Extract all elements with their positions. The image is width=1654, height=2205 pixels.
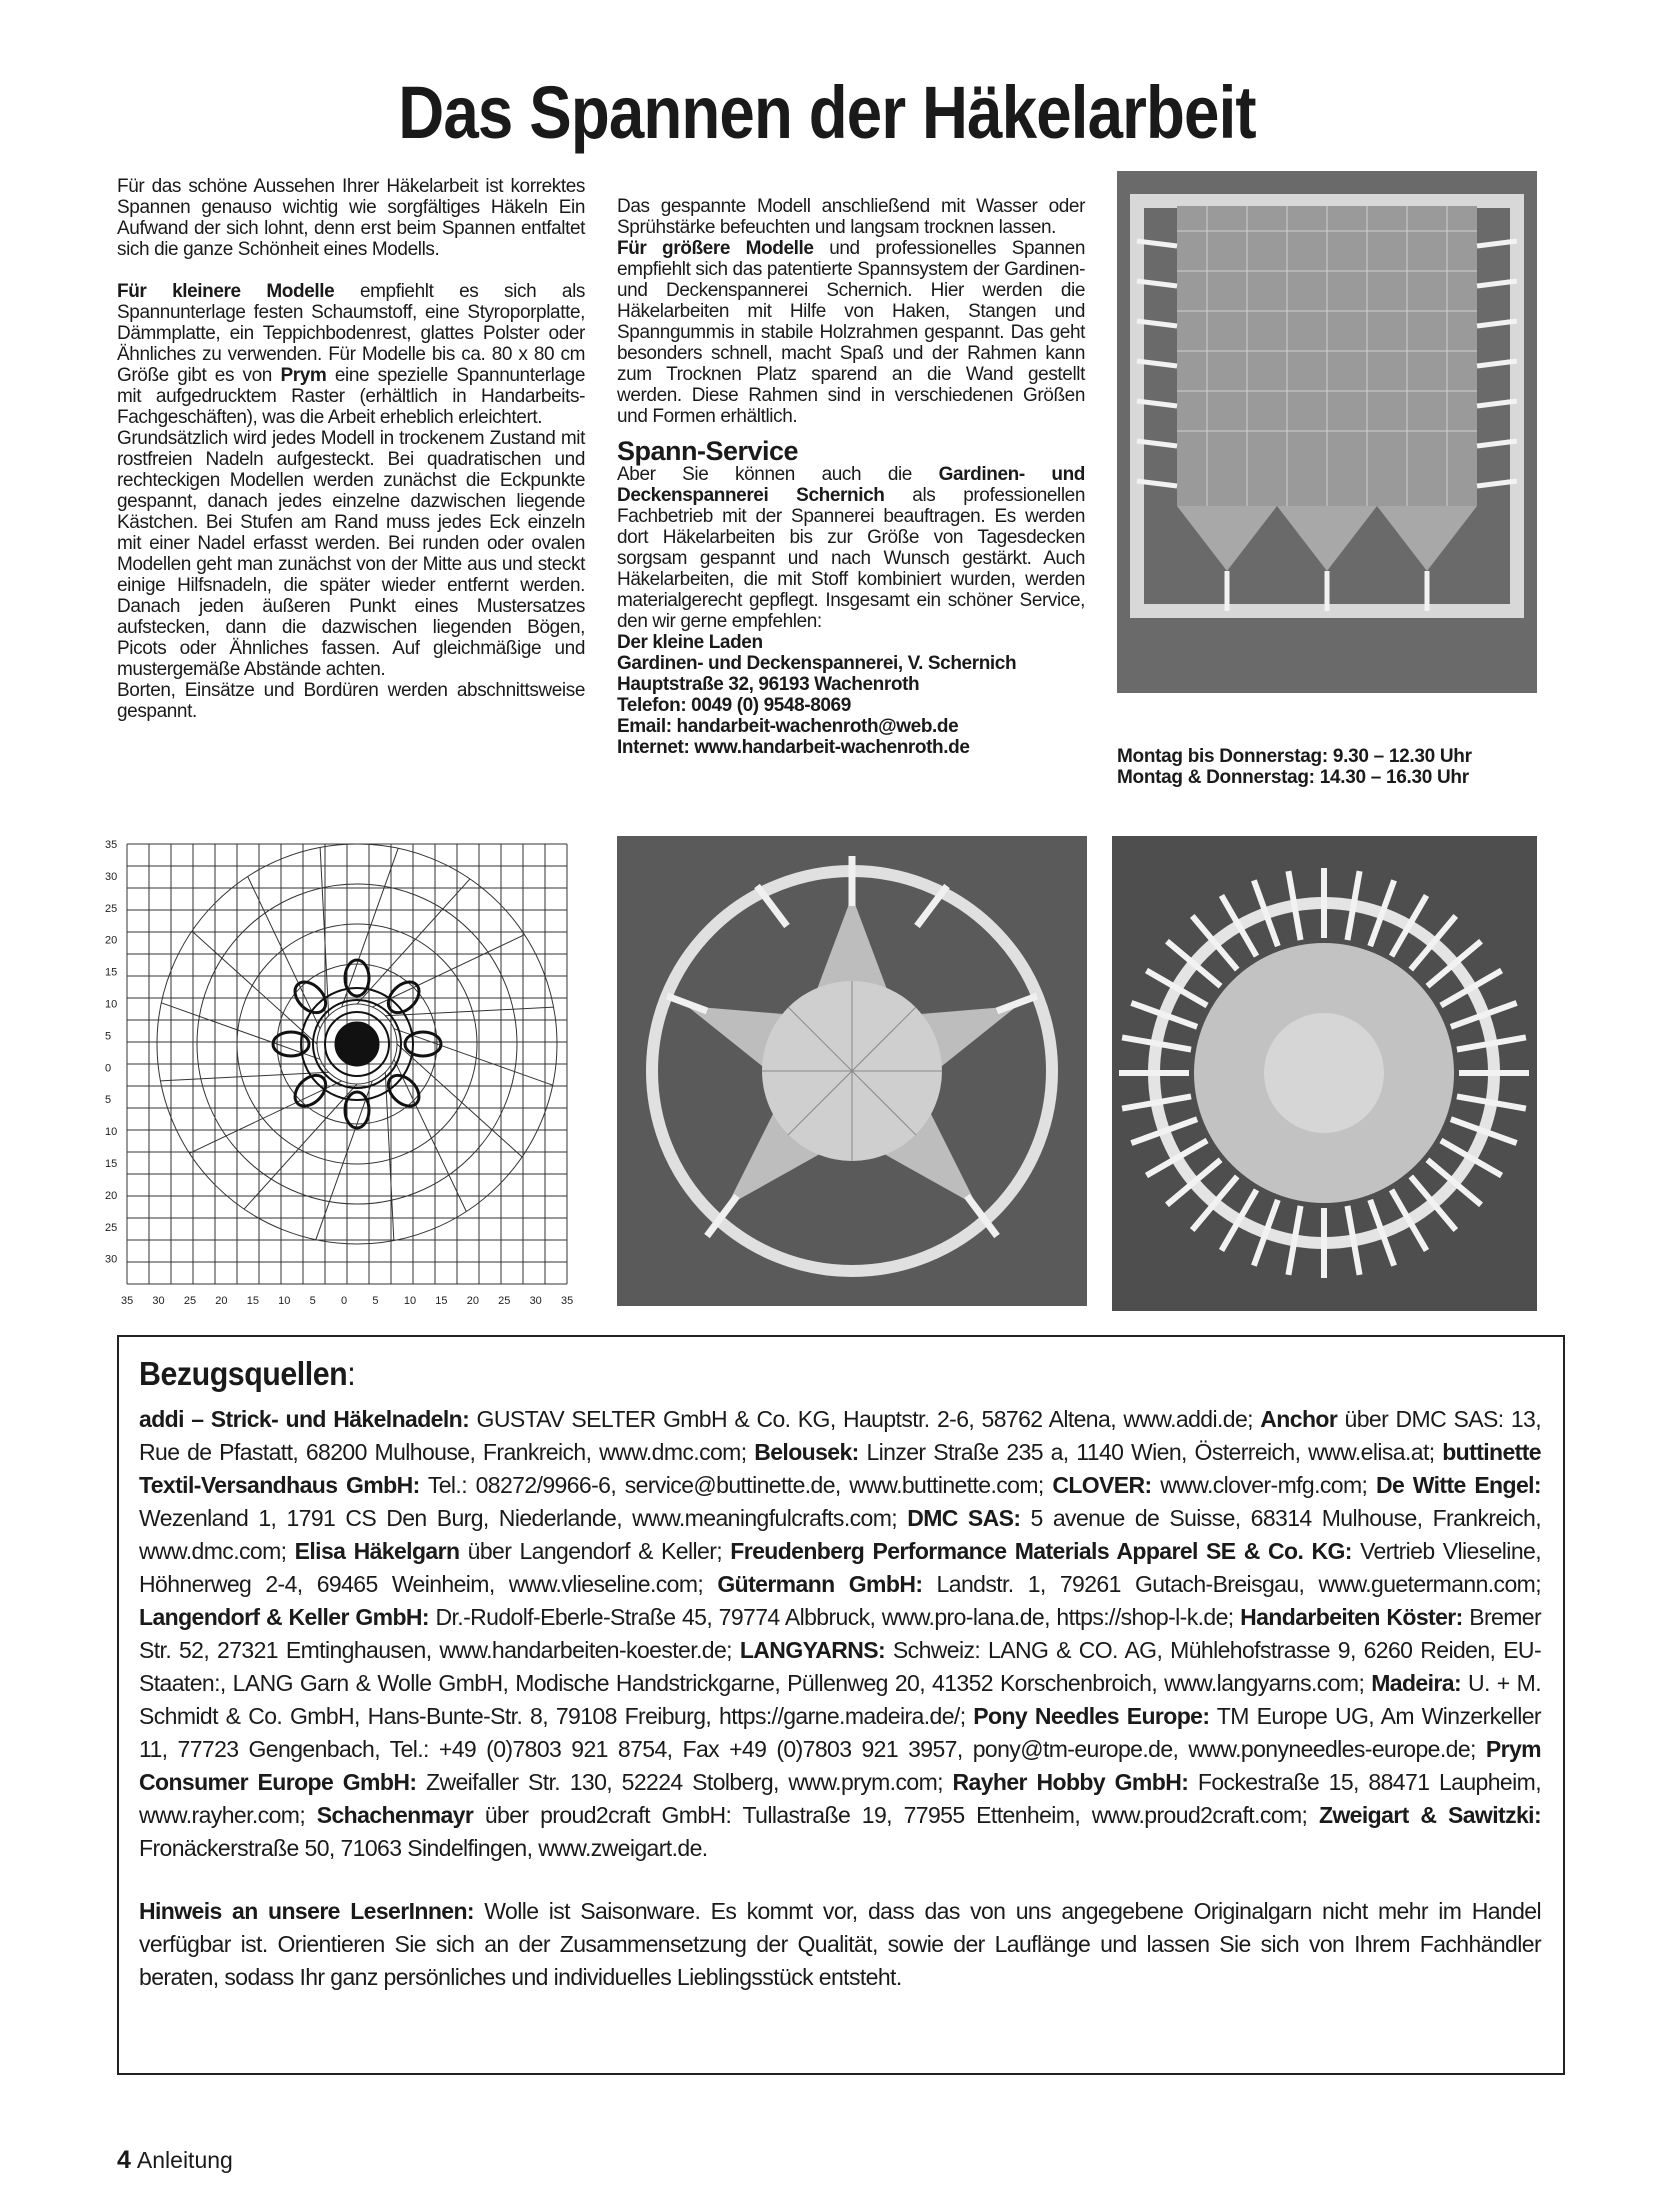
large-models-paragraph [617,238,1085,427]
x-tick-label: 20 [466,1295,479,1307]
source-details: U. + M. Schmidt & Co. GmbH, Hans-Bunte-Str. 8, 79108 Freiburg, https://garne.madeira.de/; [139,1670,1541,1729]
x-tick-label: 25 [183,1295,197,1307]
source-details: Zweifaller Str. 130, 52224 Stolberg, www.prym.com; [416,1769,953,1795]
source-name: DMC SAS: [907,1505,1021,1531]
source-name: Pony Needles Europe: [973,1703,1210,1729]
pinning-paragraph: Grundsätzlich wird jedes Modell in trockenem Zustand mit rostfreien Nadeln aufgesteckt. Bei quadratischen und rechteckigen Modellen werden zunächst die Eckpunkte gespannt, danach jedes einzelne dazwischen liegende Kästchen. Bei Stufen am Rand muss jedes Eck einzeln mit einer Nadel erfasst werden. Bei runden oder ovalen Modellen geht man zunächst von der Mitte aus und steckt einige Hilfsnadeln, die später wieder entfernt werden. Danach jeden äußeren Punkt eines Mustersatzes aufstecken, dann die dazwischen liegenden Bögen, Picots oder Ähnliches fassen. Auf gleichmäßige und mustergemäße Abstände achten. [117,428,585,680]
source-details: Wezenland 1, 1791 CS Den Burg, Niederlande, www.meaningfulcrafts.com; [139,1505,908,1531]
contact-line: Gardinen- und Deckenspannerei, V. Schernich [617,653,1017,674]
source-details: TM Europe UG, Am Winzerkeller 11, 77723 Gengenbach, Tel.: +49 (0)7803 921 8754, Fax +49 (0)7803 921 3957, pony@tm-europe.de, www.ponyneedles-europe.de; [139,1703,1541,1762]
opening-hours [1117,746,1537,788]
source-name: Langendorf & Keller GmbH: [139,1604,429,1630]
photo-star-doily [617,836,1087,1306]
sources-box [117,1335,1565,2075]
x-tick-label: 30 [529,1295,542,1307]
x-tick-label: 10 [278,1295,291,1307]
y-tick-label: 25 [105,902,118,915]
source-name: CLOVER: [1052,1472,1152,1498]
service-paragraph [617,464,1085,632]
hours-line: Montag bis Donnerstag: 9.30 – 12.30 Uhr [1117,746,1472,767]
x-tick-label: 30 [152,1295,165,1307]
source-details: www.clover-mfg.com; [1151,1472,1376,1498]
source-details: über proud2craft GmbH: Tullastraße 19, 77955 Ettenheim, www.proud2craft.com; [473,1802,1319,1828]
borders-paragraph: Borten, Einsätze und Bordüren werden abschnittsweise gespannt. [117,680,585,722]
source-details: Linzer Straße 235 a, 1140 Wien, Österreich, www.elisa.at; [858,1439,1443,1465]
source-details: über DMC SAS: 13, Rue de Pfastatt, 68200 Mulhouse, Frankreich, www.dmc.com; [139,1406,1542,1465]
source-name: Freudenberg Performance Materials Apparel SE & Co. KG: [730,1538,1352,1564]
moisten-paragraph: Das gespannte Modell anschließend mit Wasser oder Sprühstärke befeuchten und langsam trocknen lassen. [617,196,1085,238]
x-tick-label: 15 [246,1295,259,1307]
y-tick-label: 15 [105,1158,118,1170]
hours-line: Montag & Donnerstag: 14.30 – 16.30 Uhr [1117,767,1469,788]
small-models-text-end: eine spezielle Spannunterlage mit aufgedrucktem Raster (erhältlich in Handarbeits-Fachgeschäften), was die Arbeit erheblich erleichtert. [117,365,585,428]
reader-hint-label: Hinweis an unsere LeserInnen: [139,1898,474,1924]
y-tick-label: 30 [105,870,118,883]
source-name: Gütermann GmbH: [717,1571,923,1597]
source-name: Prym Consumer Europe GmbH: [139,1736,1541,1795]
source-name: Anchor [1260,1406,1338,1432]
y-tick-label: 5 [105,1094,112,1107]
sources-heading-text: Bezugsquellen [139,1355,348,1392]
prym-label: Prym [280,365,327,386]
source-name: De Witte Engel: [1375,1472,1541,1498]
x-tick-label: 5 [372,1295,379,1307]
source-name: Zweigart & Sawitzki: [1318,1802,1542,1828]
sources-heading [139,1355,1429,1393]
company-name: Gardinen- und Deckenspannerei Schernich [617,464,1085,506]
x-tick-label: 25 [498,1295,511,1307]
photo-spanning-frame [1117,171,1537,693]
service-text-end: als professionellen Fachbetrieb mit der Spannerei beauftragen. Es werden dort Häkelarbeiten bis zur Größe von Tagesdecken sorgsam gespannt und nach Wunsch gestärkt. Auch Häkelarbeiten, die mit Stoff kombiniert wurden, werden materialgerecht gepflegt. Insgesamt ein schöner Service, den wir gerne empfehlen: [617,485,1085,632]
x-tick-label: 0 [341,1295,348,1307]
x-tick-label: 10 [403,1295,417,1307]
page-title: Das Spannen der Häkelarbeit [398,71,1256,154]
source-name: Madeira: [1371,1670,1462,1696]
y-tick-label: 10 [105,1126,118,1139]
contact-phone: Telefon: 0049 (0) 9548-8069 [617,695,851,716]
contact-website: Internet: www.handarbeit-wachenroth.de [617,737,970,758]
source-name: buttinette Textil-Versandhaus GmbH: [139,1439,1541,1498]
sources-heading-colon: : [347,1355,356,1392]
source-details: Dr.-Rudolf-Eberle-Straße 45, 79774 Albbruck, www.pro-lana.de, https://shop-l-k.de; [429,1604,1241,1630]
source-details: über Langendorf & Keller; [459,1538,731,1564]
source-name: Schachenmayr [316,1802,474,1828]
source-details: Fockestraße 15, 88471 Laupheim, www.rayher.com; [139,1769,1541,1828]
y-tick-label: 25 [105,1221,118,1234]
source-name: Elisa Häkelgarn [294,1538,460,1564]
y-tick-label: 0 [105,1062,112,1075]
source-details: GUSTAV SELTER GmbH & Co. KG, Hauptstr. 2-6, 58762 Altena, www.addi.de; [469,1406,1261,1432]
small-models-label: Für kleinere Modelle [117,281,335,302]
source-name: addi – Strick- und Häkelnadeln: [139,1406,470,1432]
y-tick-label: 30 [105,1253,118,1266]
spann-service-heading: Spann-Service [617,436,799,466]
large-models-label: Für größere Modelle [617,238,814,259]
y-tick-label: 15 [105,966,118,979]
contact-line: Der kleine Laden [617,632,763,653]
intro-paragraph: Für das schöne Aussehen Ihrer Häkelarbeit ist korrektes Spannen genauso wichtig wie sorgfältiges Häkeln Ein Aufwand der sich lohnt, denn erst beim Spannen entfaltet sich die ganze Schönheit eines Modells. [117,176,585,260]
x-tick-label: 35 [121,1295,134,1307]
small-models-paragraph [117,281,585,428]
small-models-text: empfiehlt es sich als Spannunterlage festen Schaumstoff, eine Styroporplatte, Dämmplatte, ein Teppichbodenrest, glattes Polster oder Ähnliches zu verwenden. Für Modelle bis ca. 80 x 80 cm Größe gibt es von [117,281,585,386]
page-number: 4 [117,2146,131,2174]
source-details: Schweiz: LANG & CO. AG, Mühlehofstrasse 9, 6260 Reiden, EU-Staaten:, LANG Garn & Wolle GmbH, Modische Handstrickgarne, Püllenweg 20, 41352 Korschenbroich, www.langyarns.com; [139,1637,1541,1696]
x-tick-label: 35 [561,1295,574,1307]
x-tick-label: 20 [215,1295,228,1307]
contact-email: Email: handarbeit-wachenroth@web.de [617,716,959,737]
reader-hint-text: Wolle ist Saisonware. Es kommt vor, dass das von uns angegebene Originalgarn nicht mehr im Handel verfügbar ist. Orientieren Sie sich an der Zusammensetzung der Qualität, sowie der Lauflänge und lassen Sie sich von Ihrem Fachhändler beraten, sodass Ihr ganz persönliches und individuelles Lieblingsstück entsteht. [139,1898,1541,1990]
page-footer [117,2146,233,2175]
source-details: Landstr. 1, 79261 Gutach-Breisgau, www.guetermann.com; [922,1571,1541,1597]
sources-list [139,1403,1541,1865]
y-tick-label: 5 [105,1030,112,1043]
source-name: LANGYARNS: [739,1637,886,1663]
contact-block [617,632,1085,758]
y-tick-label: 10 [105,998,118,1011]
x-tick-label: 5 [309,1295,316,1307]
service-text: Aber Sie können auch die [617,464,939,485]
section-label: Anleitung [136,2147,233,2173]
x-tick-label: 15 [435,1295,448,1307]
source-name: Handarbeiten Köster: [1240,1604,1463,1630]
source-details: Bremer Str. 52, 27321 Emtinghausen, www.handarbeiten-koester.de; [139,1604,1542,1663]
source-details: Tel.: 08272/9966-6, service@buttinette.de, www.buttinette.com; [419,1472,1053,1498]
y-tick-label: 20 [105,934,118,947]
source-details: Vertrieb Vlieseline, Höhnerweg 2-4, 69465 Weinheim, www.vlieseline.com; [139,1538,1541,1597]
reader-hint [139,1895,1541,1994]
source-name: Rayher Hobby GmbH: [952,1769,1189,1795]
contact-address: Hauptstraße 32, 96193 Wachenroth [617,674,920,695]
photo-round-doily [1112,836,1537,1311]
pinning-grid-diagram [105,836,595,1316]
source-details: 5 avenue de Suisse, 68314 Mulhouse, Frankreich, www.dmc.com; [139,1505,1542,1564]
y-tick-label: 20 [105,1189,118,1202]
article-column-1 [117,176,585,722]
large-models-text: und professionelles Spannen empfiehlt sich das patentierte Spannsystem der Gardinen- und Deckenspannerei Schernich. Hier werden die Häkelarbeiten mit Hilfe von Haken, Stangen und Spanngummis in stabile Holzrahmen gespannt. Das geht besonders schnell, macht Spaß und der Rahmen kann zum Trocknen Platz sparend an die Wand gestellt werden. Diese Rahmen sind in verschiedenen Größen und Formen erhältlich. [617,238,1085,427]
source-name: Belousek: [754,1439,859,1465]
source-details: Fronäckerstraße 50, 71063 Sindelfingen, www.zweigart.de. [139,1835,708,1861]
article-column-2 [617,196,1085,758]
y-tick-label: 35 [105,839,118,851]
